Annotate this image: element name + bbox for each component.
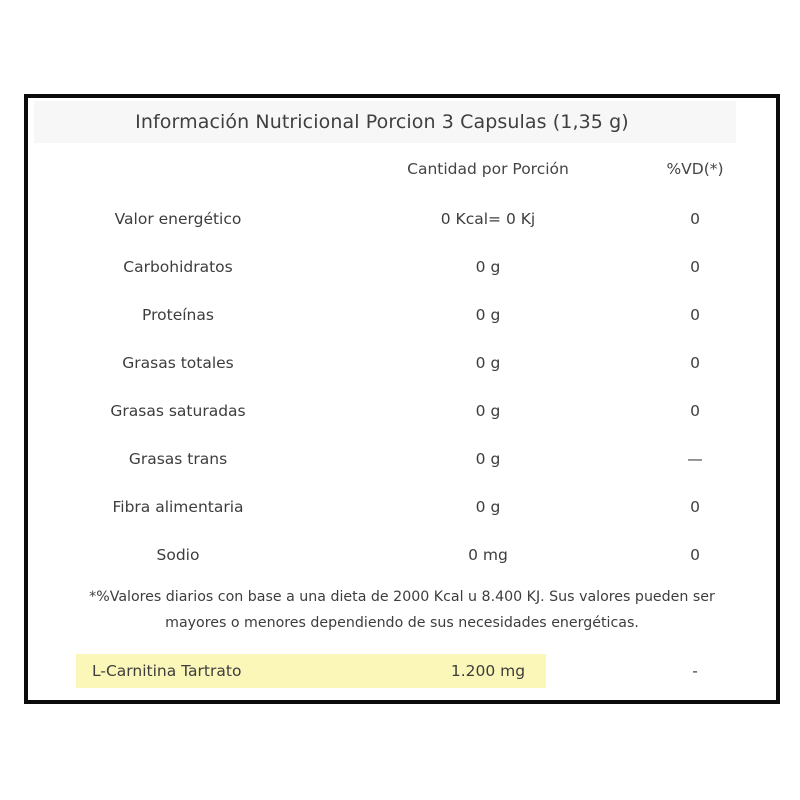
nutrient-name: Grasas saturadas xyxy=(110,402,246,420)
table-row xyxy=(28,300,776,330)
footnote-line-2: mayores o menores dependiendo de sus necesidades energéticas. xyxy=(165,615,639,631)
nutrient-name: Grasas trans xyxy=(128,450,228,468)
nutrient-name: Carbohidratos xyxy=(123,258,233,276)
nutrient-daily-value: 0 xyxy=(690,402,700,420)
table-row xyxy=(28,540,776,570)
footnote xyxy=(28,584,776,636)
extra-ingredient-name: L-Carnitina Tartrato xyxy=(92,662,242,680)
nutrient-quantity: 0 g xyxy=(475,498,501,516)
table-row xyxy=(28,492,776,522)
nutrient-quantity: 0 g xyxy=(475,450,501,468)
nutrient-daily-value: 0 xyxy=(690,210,700,228)
nutrient-quantity: 0 g xyxy=(475,402,501,420)
table-title: Información Nutricional Porcion 3 Capsulas (1,35 g) xyxy=(135,111,629,133)
nutrient-daily-value: 0 xyxy=(690,546,700,564)
nutrient-quantity: 0 mg xyxy=(468,546,508,564)
nutrient-quantity: 0 Kcal= 0 Kj xyxy=(440,210,536,228)
footnote-line-1: *%Valores diarios con base a una dieta de 2000 Kcal u 8.400 KJ. Sus valores pueden ser xyxy=(89,589,715,605)
nutrient-quantity: 0 g xyxy=(475,354,501,372)
table-row xyxy=(28,444,776,474)
nutrient-daily-value: 0 xyxy=(690,354,700,372)
nutrient-name: Proteínas xyxy=(142,306,214,324)
nutrient-name: Valor energético xyxy=(114,210,242,228)
extra-ingredient-quantity: 1.200 mg xyxy=(450,662,526,680)
extra-ingredient-daily-value: - xyxy=(692,662,698,680)
table-row xyxy=(28,252,776,282)
table-row xyxy=(28,204,776,234)
nutrient-quantity: 0 g xyxy=(475,306,501,324)
table-row xyxy=(28,396,776,426)
nutrient-daily-value: 0 xyxy=(690,498,700,516)
nutrient-daily-value: — xyxy=(687,450,703,468)
extra-ingredient-row xyxy=(28,656,776,686)
nutrition-table xyxy=(24,94,780,704)
nutrient-quantity: 0 g xyxy=(475,258,501,276)
nutrient-daily-value: 0 xyxy=(690,306,700,324)
table-row xyxy=(28,348,776,378)
header-quantity: Cantidad por Porción xyxy=(407,160,569,178)
nutrient-name: Grasas totales xyxy=(122,354,234,372)
nutrient-name: Fibra alimentaria xyxy=(112,498,244,516)
nutrient-name: Sodio xyxy=(156,546,200,564)
header-daily-value: %VD(*) xyxy=(666,160,724,178)
nutrient-daily-value: 0 xyxy=(690,258,700,276)
